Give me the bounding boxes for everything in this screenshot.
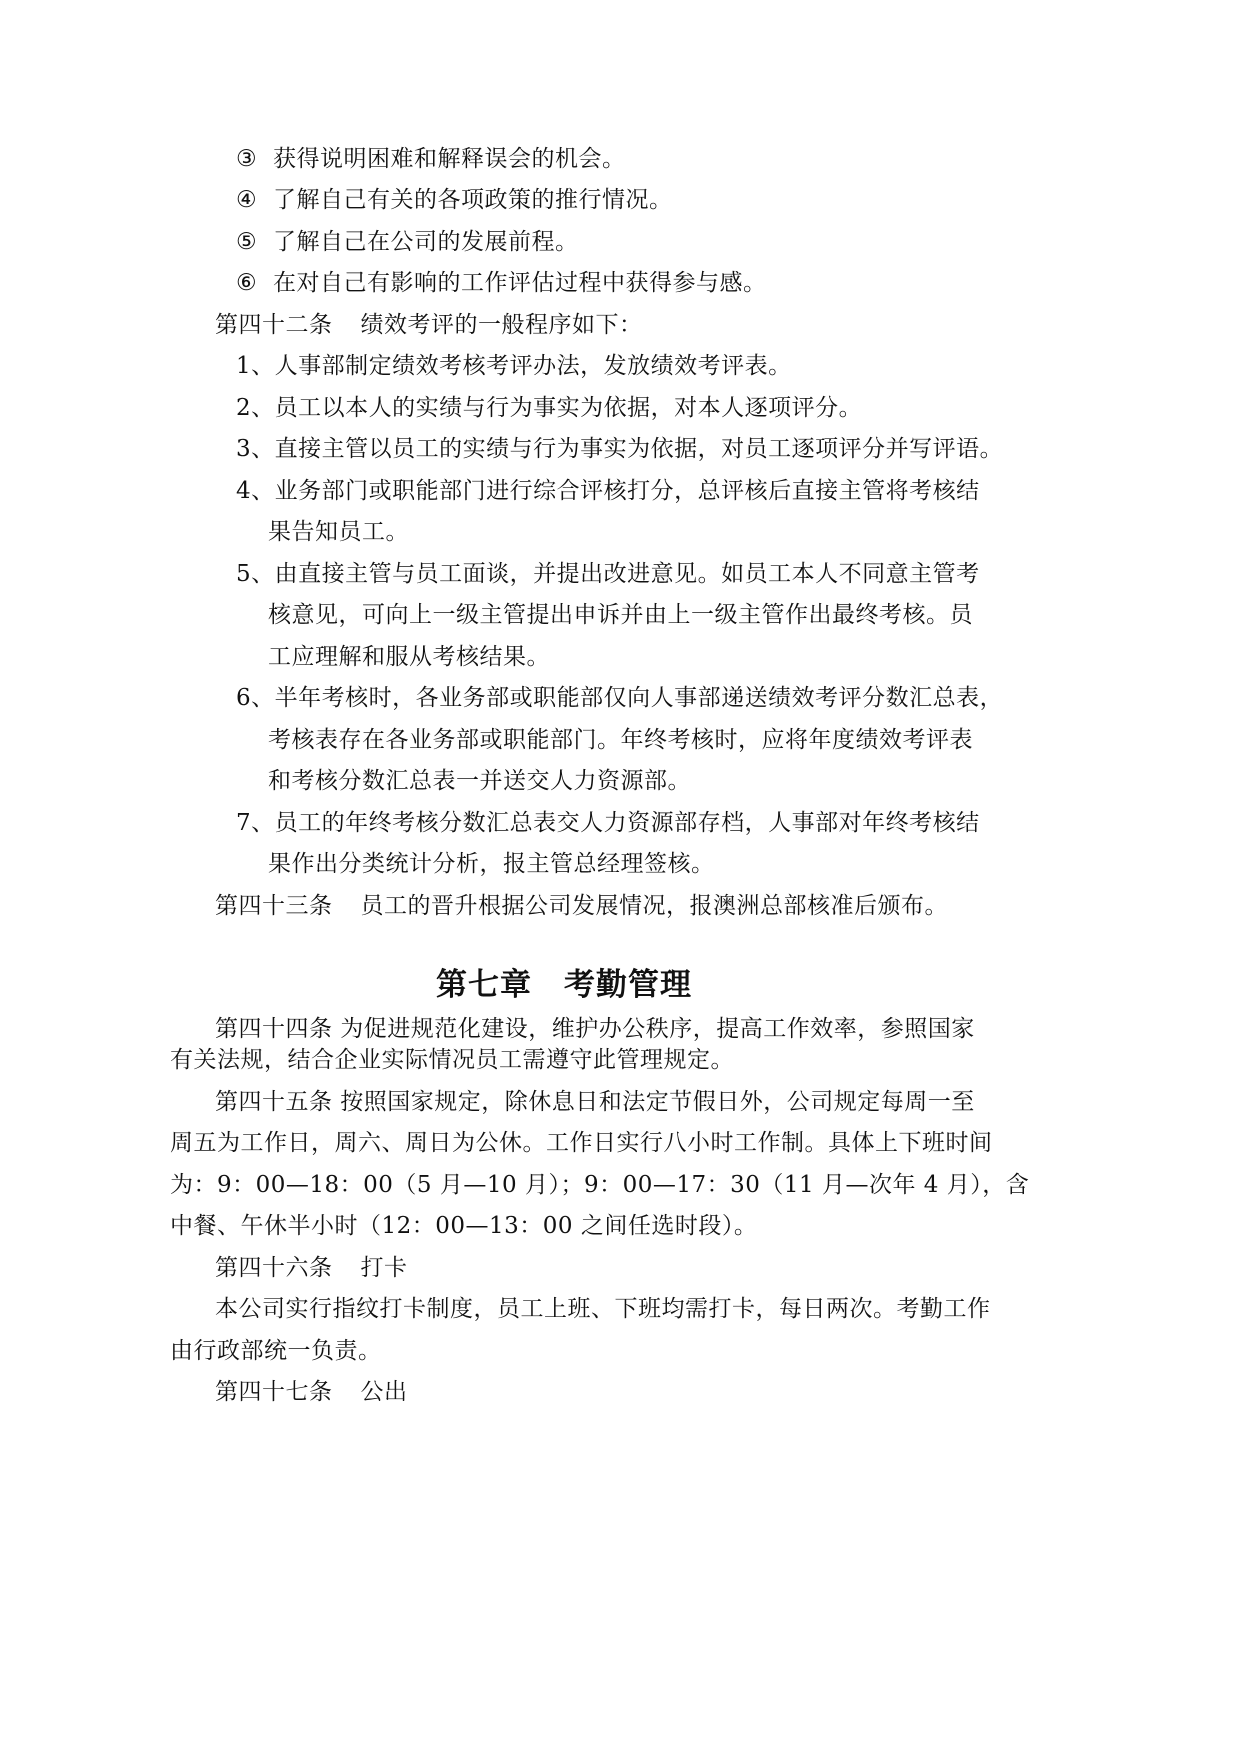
list-marker: ③ (236, 146, 258, 172)
paragraph-line: 由行政部统一负责。 (170, 1338, 382, 1364)
procedure-step (236, 393, 862, 423)
article-label: 第四十三条 (215, 893, 333, 919)
paragraph-line: 本公司实行指纹打卡制度，员工上班、下班均需打卡，每日两次。考勤工作 (215, 1296, 991, 1322)
step-number: 3、 (236, 436, 275, 462)
article-label: 第四十七条 (215, 1379, 333, 1405)
list-marker: ⑤ (236, 229, 258, 255)
article-title: 打卡 (360, 1255, 408, 1281)
step-continuation: 果作出分类统计分析，报主管总经理签核。 (268, 851, 715, 877)
article-label: 第四十六条 (215, 1255, 333, 1281)
article-heading (215, 891, 948, 921)
paragraph-line: 为：9：00—18：00（5 月—10 月）；9：00—17：30（11 月—次年 4 月），含 (170, 1172, 1030, 1198)
paragraph-line: 有关法规，结合企业实际情况员工需遵守此管理规定。 (170, 1047, 734, 1073)
chapter-title: 第七章 考勤管理 (436, 967, 692, 1003)
step-number: 1、 (236, 353, 275, 379)
step-text: 由直接主管与员工面谈，并提出改进意见。如员工本人不同意主管考 (274, 561, 980, 587)
article-label: 第四十二条 (215, 312, 333, 338)
step-text: 直接主管以员工的实绩与行为事实为依据，对员工逐项评分并写评语。 (274, 436, 1004, 462)
step-continuation: 果告知员工。 (268, 519, 409, 545)
procedure-step (236, 559, 980, 589)
step-text: 半年考核时，各业务部或职能部仅向人事部递送绩效考评分数汇总表， (274, 685, 1004, 711)
step-text: 业务部门或职能部门进行综合评核打分，总评核后直接主管将考核结 (274, 478, 980, 504)
step-continuation: 和考核分数汇总表一并送交人力资源部。 (268, 768, 691, 794)
list-item (236, 144, 625, 174)
procedure-step (236, 683, 1003, 713)
step-text: 员工的年终考核分数汇总表交人力资源部存档，人事部对年终考核结 (274, 810, 980, 836)
step-number: 4、 (236, 478, 275, 504)
procedure-step (236, 351, 792, 381)
step-continuation: 工应理解和服从考核结果。 (268, 644, 550, 670)
paragraph-line: 周五为工作日，周六、周日为公休。工作日实行八小时工作制。具体上下班时间 (170, 1130, 993, 1156)
step-text: 员工以本人的实绩与行为事实为依据，对本人逐项评分。 (274, 395, 863, 421)
step-text: 人事部制定绩效考核考评办法，发放绩效考评表。 (274, 353, 792, 379)
list-marker: ⑥ (236, 270, 258, 296)
article-text: 员工的晋升根据公司发展情况，报澳洲总部核准后颁布。 (360, 893, 948, 919)
list-text: 了解自己在公司的发展前程。 (272, 229, 579, 255)
step-number: 6、 (236, 685, 275, 711)
article-heading (215, 1377, 408, 1407)
article-heading (215, 1253, 408, 1283)
paragraph-line: 第四十五条 按照国家规定，除休息日和法定节假日外，公司规定每周一至 (215, 1089, 975, 1115)
list-item (236, 227, 578, 257)
procedure-step (236, 434, 1003, 464)
procedure-step (236, 808, 980, 838)
step-number: 7、 (236, 810, 275, 836)
step-number: 2、 (236, 395, 275, 421)
list-text: 了解自己有关的各项政策的推行情况。 (272, 187, 673, 213)
list-text: 获得说明困难和解释误会的机会。 (272, 146, 626, 172)
list-marker: ④ (236, 187, 258, 213)
procedure-step (236, 476, 980, 506)
article-title: 公出 (360, 1379, 408, 1405)
list-item (236, 268, 766, 298)
step-continuation: 核意见，可向上一级主管提出申诉并由上一级主管作出最终考核。员 (268, 602, 973, 628)
article-heading (215, 310, 643, 340)
step-continuation: 考核表存在各业务部或职能部门。年终考核时，应将年度绩效考评表 (268, 727, 973, 753)
paragraph-line: 第四十四条 为促进规范化建设，维护办公秩序，提高工作效率，参照国家 (215, 1016, 975, 1042)
list-item (236, 185, 672, 215)
paragraph-line: 中餐、午休半小时（12：00—13：00 之间任选时段）。 (170, 1213, 758, 1239)
article-text: 绩效考评的一般程序如下： (360, 312, 643, 338)
step-number: 5、 (236, 561, 275, 587)
list-text: 在对自己有影响的工作评估过程中获得参与感。 (272, 270, 767, 296)
